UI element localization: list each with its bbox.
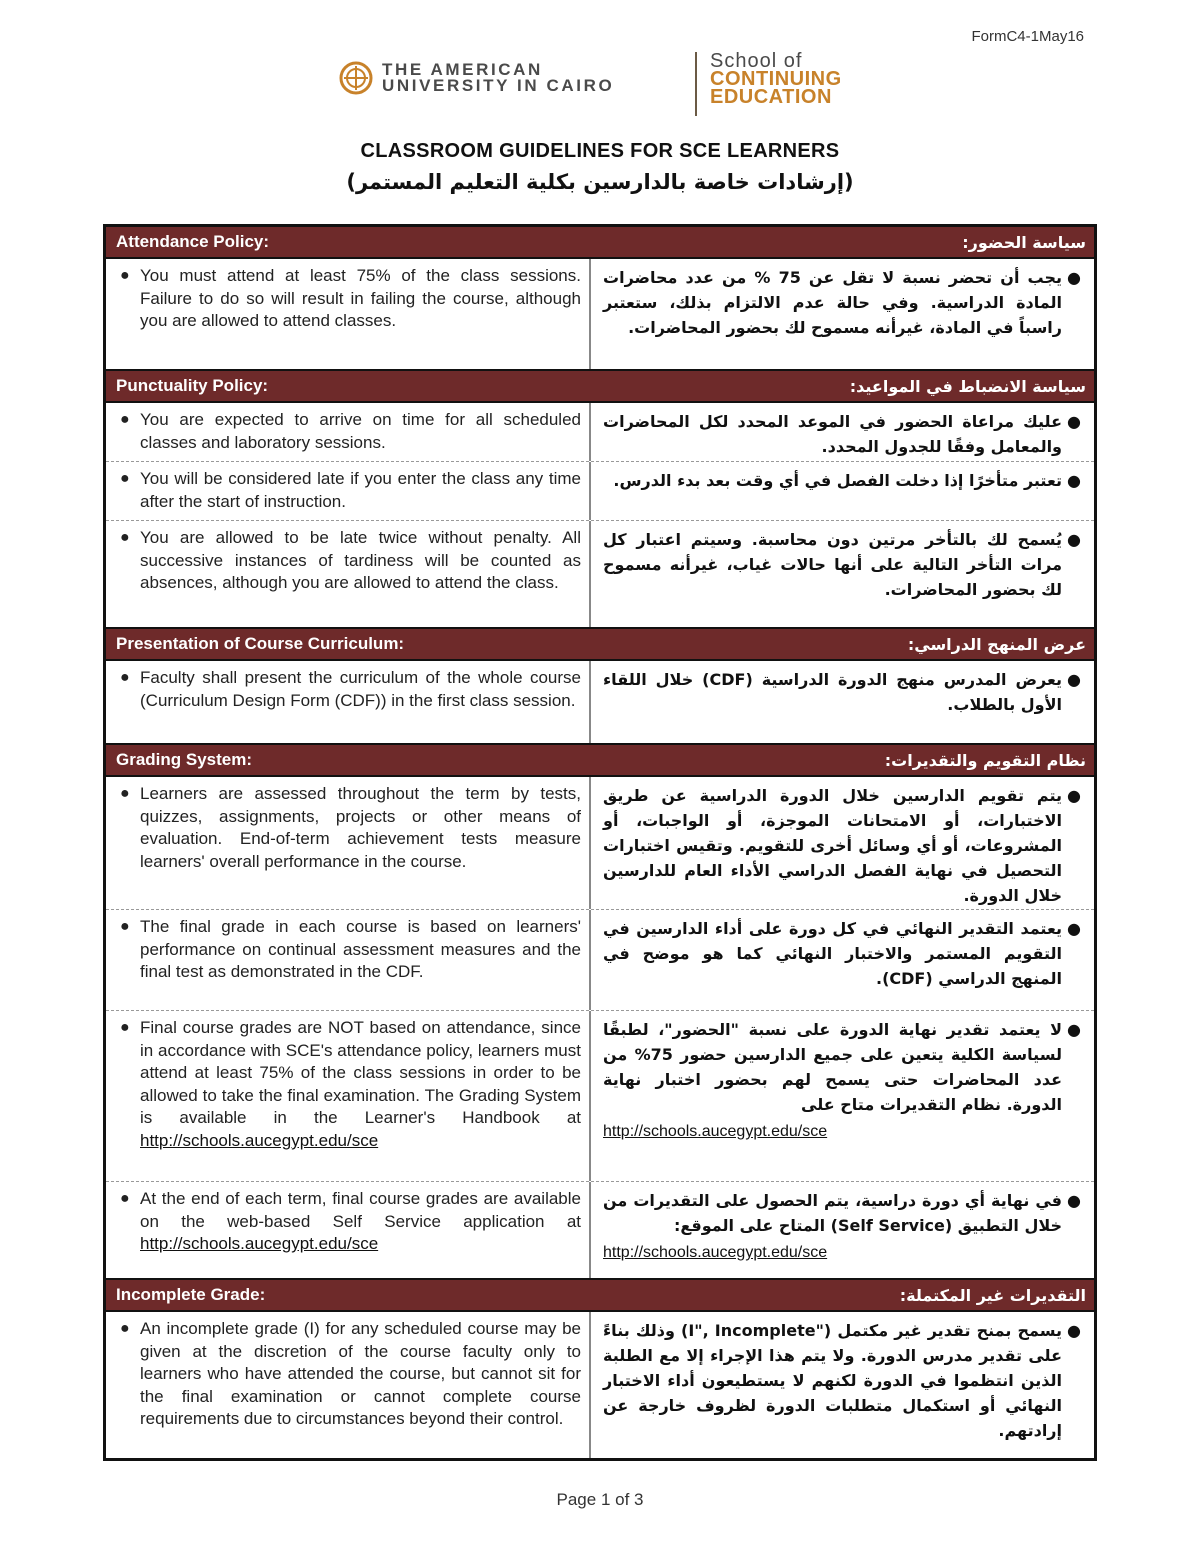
bullet-icon: ● bbox=[120, 529, 130, 546]
guideline-en: Final course grades are NOT based on attendance, since in accordance with SCE's attendance policy, learners must attend at least 75% of the class sessions in order to be allowed to take the final examination. The Grading System is available in the Learner's Handbook at bbox=[140, 1018, 581, 1127]
guideline-ar: يتم تقويم الدارسين خلال الدورة الدراسية عن طريق الاختبارات، أو الامتحانات الموجزة، أو الواجبات، أو المشروعات، أو أي وسائل أخرى للتقويم. وتقيس اختبارات التحصيل في نهاية الفصل الدراسي الأداء العام للدارسين خلال الدورة. bbox=[603, 786, 1062, 905]
sce-line1: School of bbox=[710, 50, 803, 72]
handbook-link-ar[interactable]: http://schools.aucegypt.edu/sce bbox=[603, 1123, 828, 1140]
guideline-ar: يجب أن تحضر نسبة لا تقل عن 75 % من عدد محاضرات المادة الدراسية. وفي حالة عدم الالتزام بذلك، ستعتبر راسباً في المادة، غيرأنه مسموح لك بحضور المحاضرات. bbox=[603, 268, 1063, 337]
logo-divider bbox=[695, 52, 697, 116]
guideline-en: An incomplete grade (I) for any scheduled course may be given at the discretion of the course faculty only to learners who have attended the course, but cannot sit for the final examination or cannot complete course requirements due to circumstances beyond their control. bbox=[140, 1319, 581, 1428]
bullet-icon: ● bbox=[1067, 412, 1081, 431]
auc-seal-icon bbox=[338, 60, 374, 96]
section-title-en: Attendance Policy: bbox=[116, 232, 270, 251]
auc-line2: UNIVERSITY IN CAIRO bbox=[382, 76, 615, 95]
bullet-icon: ● bbox=[1067, 1191, 1081, 1210]
page-title-arabic: (إرشادات خاصة بالدارسين بكلية التعليم المستمر) bbox=[346, 170, 854, 194]
guideline-en: You must attend at least 75% of the class sessions. Failure to do so will result in failing the course, although you are allowed to attend classes. bbox=[140, 266, 581, 330]
bullet-icon: ● bbox=[120, 918, 130, 935]
guideline-ar: يعرض المدرس منهج الدورة الدراسية (CDF) خلال اللقاء الأول بالطلاب. bbox=[603, 670, 1062, 714]
table-row bbox=[106, 1181, 1094, 1278]
bullet-icon: ● bbox=[120, 267, 130, 284]
table-row bbox=[106, 659, 1094, 743]
table-row bbox=[106, 520, 1094, 627]
section-title-ar: سياسة الحضور: bbox=[962, 232, 1086, 252]
guidelines-table bbox=[103, 224, 1097, 1461]
table-row bbox=[106, 775, 1094, 909]
guideline-en: Faculty shall present the curriculum of the whole course (Curriculum Design Form (CDF)) in the first class session. bbox=[140, 668, 581, 710]
bullet-icon: ● bbox=[1067, 919, 1081, 938]
bullet-icon: ● bbox=[1067, 786, 1081, 805]
auc-line1: THE AMERICAN bbox=[382, 60, 543, 79]
bullet-icon: ● bbox=[120, 1320, 130, 1337]
bullet-icon: ● bbox=[120, 411, 130, 428]
bullet-icon: ● bbox=[120, 470, 130, 487]
bullet-icon: ● bbox=[1067, 471, 1081, 490]
bullet-icon: ● bbox=[120, 1190, 130, 1207]
table-row bbox=[106, 909, 1094, 1010]
guideline-ar: تعتبر متأخرًا إذا دخلت الفصل في أي وقت بعد بدء الدرس. bbox=[613, 471, 1062, 490]
auc-logo bbox=[338, 60, 614, 96]
page-number: Page 1 of 3 bbox=[556, 1490, 644, 1509]
guideline-en: You are allowed to be late twice without penalty. All successive instances of tardiness will be counted as absences, although you are allowed to attend the class. bbox=[140, 528, 581, 592]
guideline-en: The final grade in each course is based on learners' performance on continual assessment measures and the final test as demonstrated in the CDF. bbox=[140, 917, 581, 981]
self-service-link-ar[interactable]: http://schools.aucegypt.edu/sce bbox=[603, 1244, 828, 1261]
table-row bbox=[106, 1010, 1094, 1181]
section-title-en: Presentation of Course Curriculum: bbox=[116, 634, 405, 653]
bullet-icon: ● bbox=[1067, 1020, 1081, 1039]
section-title-ar: عرض المنهج الدراسي: bbox=[907, 634, 1086, 654]
guideline-en: You are expected to arrive on time for all scheduled classes and laboratory sessions. bbox=[140, 410, 581, 452]
table-row bbox=[106, 461, 1094, 520]
guideline-en: Learners are assessed throughout the term by tests, quizzes, assignments, projects or other means of evaluation. End-of-term achievement tests measure learners' overall performance in the course. bbox=[140, 784, 581, 871]
sce-line3: EDUCATION bbox=[710, 86, 832, 108]
section-title-ar: سياسة الانضباط في المواعيد: bbox=[849, 376, 1086, 396]
table-row bbox=[106, 1310, 1094, 1458]
guideline-ar: لا يعتمد تقدير نهاية الدورة على نسبة "الحضور"، لطبقًا لسياسة الكلية يتعين على جميع الدارسين حضور 75% من عدد المحاضرات حتى يسمح لهم بحضور اختبار نهاية الدورة. نظام التقديرات متاح على bbox=[603, 1020, 1062, 1114]
section-title-en: Grading System: bbox=[116, 750, 253, 769]
guideline-en: You will be considered late if you enter the class any time after the start of instruction. bbox=[140, 469, 581, 511]
logo bbox=[338, 52, 858, 118]
form-code: FormC4-1May16 bbox=[971, 28, 1084, 45]
section-title-en: Incomplete Grade: bbox=[116, 1285, 266, 1304]
section-title-ar: التقديرات غير المكتملة: bbox=[899, 1285, 1086, 1305]
section-header-grading bbox=[106, 743, 1094, 775]
guideline-ar: عليك مراعاة الحضور في الموعد المحدد لكل المحاضرات والمعامل وفقًا للجدول المحدد. bbox=[603, 412, 1062, 456]
section-title-ar: نظام التقويم والتقديرات: bbox=[884, 750, 1086, 770]
bullet-icon: ● bbox=[120, 785, 130, 802]
page-title: CLASSROOM GUIDELINES FOR SCE LEARNERS bbox=[360, 140, 840, 162]
handbook-link[interactable]: http://schools.aucegypt.edu/sce bbox=[140, 1130, 379, 1150]
guideline-en: At the end of each term, final course grades are available on the web-based Self Service application at bbox=[140, 1189, 581, 1231]
bullet-icon: ● bbox=[1067, 1321, 1081, 1340]
self-service-link[interactable]: http://schools.aucegypt.edu/sce bbox=[140, 1234, 379, 1253]
sce-line2: CONTINUING bbox=[710, 68, 842, 90]
bullet-icon: ● bbox=[120, 669, 130, 686]
table-row bbox=[106, 401, 1094, 461]
section-header-curriculum bbox=[106, 627, 1094, 659]
bullet-icon: ● bbox=[1067, 530, 1081, 549]
bullet-icon: ● bbox=[1067, 670, 1081, 689]
section-header-incomplete bbox=[106, 1278, 1094, 1310]
guideline-ar: يسمح بمنح تقدير غير مكتمل ("I", Incomplete) وذلك بناءً على تقدير مدرس الدورة. ولا يتم هذا الإجراء إلا مع الطلبة الذين انتظموا في الدورة لكنهم لا يستطيعون أداء الاختبار النهائي أو استكمال متطلبات الدورة لظروف خارجة عن إرادتهم. bbox=[603, 1321, 1063, 1440]
bullet-icon: ● bbox=[1067, 268, 1081, 287]
section-header-punctuality bbox=[106, 369, 1094, 401]
sce-logo bbox=[710, 52, 842, 106]
guideline-ar: يعتمد التقدير النهائي في كل دورة على أداء الدارسين في التقويم المستمر والاختبار النهائي كما هو موضح في المنهج الدراسي (CDF). bbox=[603, 919, 1062, 988]
table-row bbox=[106, 257, 1094, 369]
section-title-en: Punctuality Policy: bbox=[116, 376, 269, 395]
section-header-attendance bbox=[106, 227, 1094, 257]
guideline-ar: في نهاية أي دورة دراسية، يتم الحصول على التقديرات من خلال التطبيق (Self Service) المتاح على الموقع: bbox=[603, 1191, 1062, 1235]
guideline-ar: يُسمح لك بالتأخر مرتين دون محاسبة. وسيتم اعتبار كل مرات التأخر التالية على أنها حالات غياب، غيرأنه مسموح لك بحضور المحاضرات. bbox=[603, 530, 1062, 599]
bullet-icon: ● bbox=[120, 1019, 130, 1036]
